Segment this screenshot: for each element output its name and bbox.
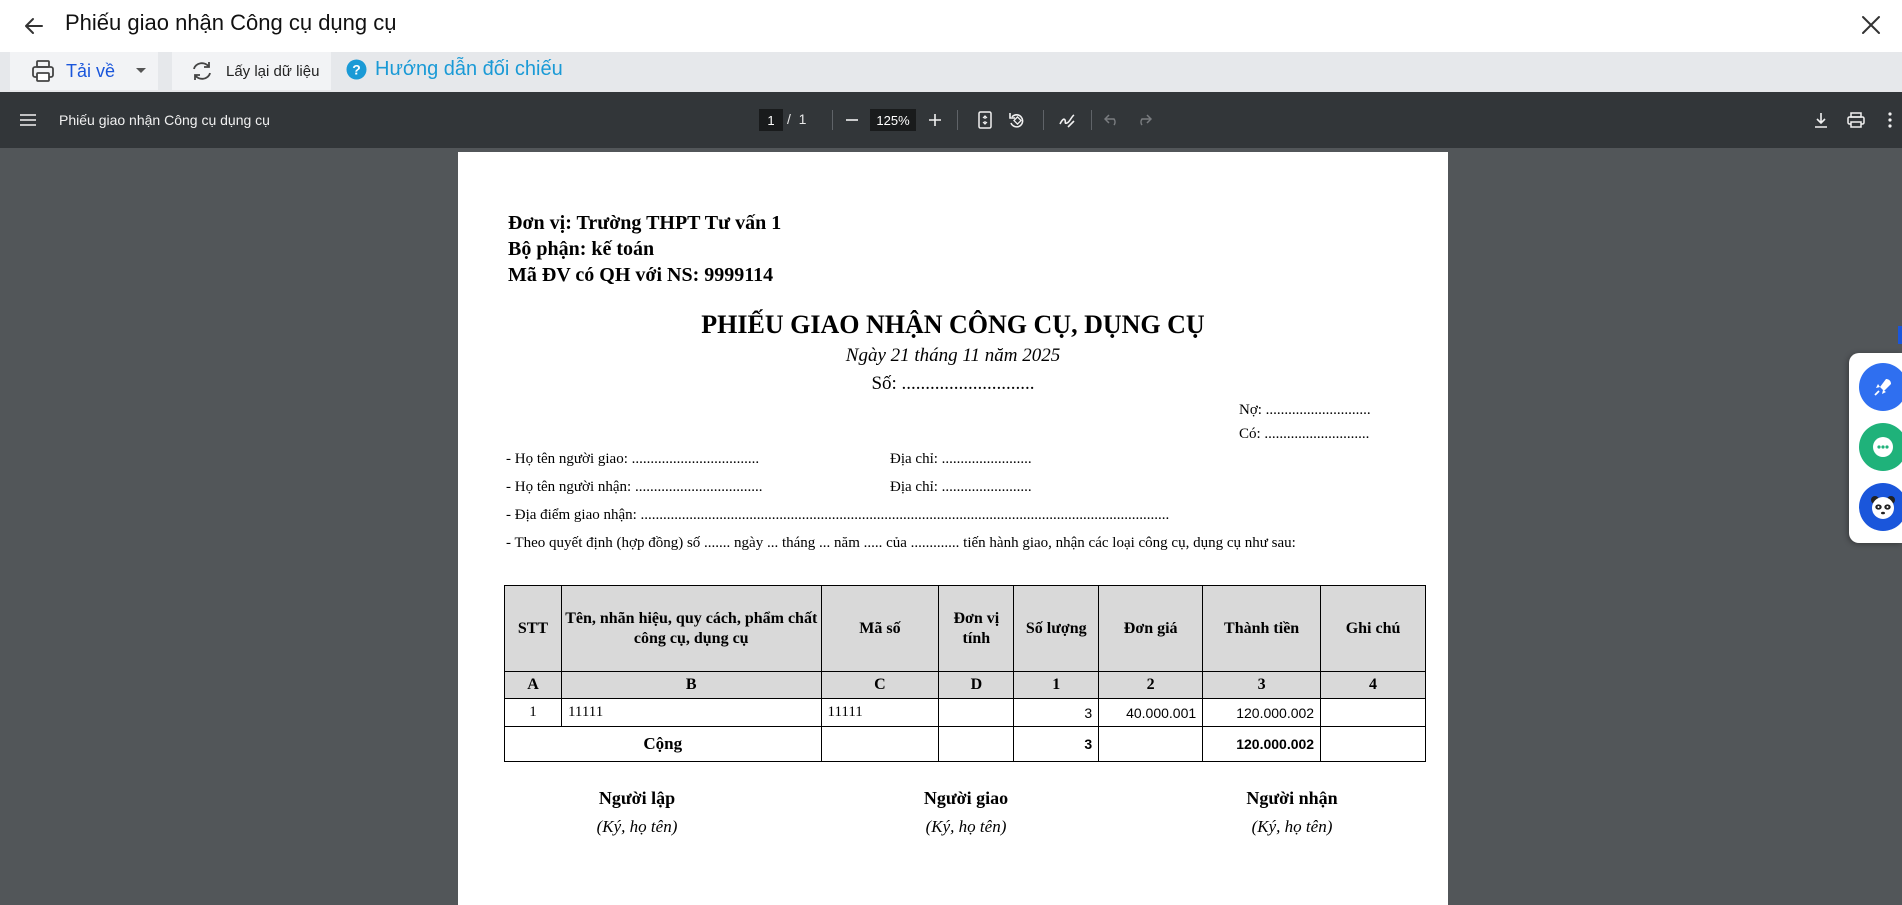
- unit-line: Đơn vị: Trường THPT Tư vấn 1: [508, 212, 782, 234]
- signature-receiver: [1162, 788, 1422, 837]
- page-count: [787, 111, 806, 127]
- signature-preparer: [507, 788, 767, 837]
- total-pages: 1: [798, 111, 807, 127]
- action-toolbar: [0, 52, 1902, 92]
- column-header: STT: [505, 586, 562, 672]
- rotate-button[interactable]: [1006, 109, 1028, 131]
- close-button[interactable]: [1856, 10, 1886, 40]
- table-row: [505, 699, 1426, 727]
- column-header: Đơn giá: [1099, 586, 1203, 672]
- svg-text:?: ?: [352, 61, 361, 78]
- chat-support-button[interactable]: [1859, 423, 1902, 471]
- row-stt: 1: [505, 699, 562, 727]
- comparison-guide-link[interactable]: [346, 58, 563, 81]
- signature-hint: (Ký, họ tên): [1251, 817, 1333, 836]
- print-icon: [1847, 112, 1865, 128]
- receiver-name: - Họ tên người nhận: ..................................: [506, 479, 763, 495]
- giver-address: Địa chỉ: ........................: [890, 451, 1032, 467]
- zoom-out-button[interactable]: [842, 110, 862, 130]
- plus-icon: [929, 114, 941, 126]
- giver-name: - Họ tên người giao: ..................................: [506, 451, 760, 467]
- back-button[interactable]: [20, 12, 48, 40]
- download-icon: [1814, 112, 1828, 128]
- column-letter: A: [505, 672, 562, 699]
- redo-button[interactable]: [1134, 110, 1154, 130]
- document-date: Ngày 21 tháng 11 năm 2025: [845, 345, 1061, 366]
- undo-button[interactable]: [1102, 110, 1122, 130]
- total-label: Cộng: [505, 727, 822, 762]
- question-circle-icon: [346, 59, 367, 80]
- toolbar-divider: [957, 110, 958, 130]
- zoom-in-button[interactable]: [925, 110, 945, 130]
- close-icon: [1860, 14, 1882, 36]
- column-letter: 4: [1321, 672, 1426, 699]
- row-amount: 120.000.002: [1203, 699, 1321, 727]
- reload-label: Lấy lại dữ liệu: [226, 62, 320, 80]
- window-titlebar: [0, 0, 1902, 52]
- column-header: Thành tiền: [1203, 586, 1321, 672]
- rocket-icon: [1872, 376, 1894, 398]
- pdf-page: [458, 152, 1448, 905]
- reload-data-button[interactable]: [172, 52, 331, 90]
- table-header-row: [505, 586, 1426, 672]
- redo-icon: [1136, 114, 1152, 126]
- table-letter-row: [505, 672, 1426, 699]
- rotate-icon: [1008, 111, 1026, 129]
- column-letter: 3: [1203, 672, 1321, 699]
- signature-role: Người giao: [923, 788, 1009, 808]
- column-letter: 1: [1014, 672, 1099, 699]
- printer-icon: [30, 58, 56, 84]
- signature-hint: (Ký, họ tên): [596, 817, 678, 836]
- toolbar-divider: [832, 110, 833, 130]
- pdf-document-name: Phiếu giao nhận Công cụ dụng cụ: [59, 112, 270, 128]
- handover-location: - Địa điểm giao nhận: .............................................................................................................................................: [506, 507, 1170, 523]
- chat-bubble-icon: [1870, 434, 1896, 460]
- pen-annotate-icon: [1058, 111, 1076, 129]
- download-button[interactable]: [10, 52, 158, 90]
- download-label: Tải về: [66, 60, 116, 81]
- hamburger-menu-icon: [20, 114, 36, 126]
- fit-to-page-icon: [978, 111, 992, 129]
- zoom-level-input[interactable]: 125%: [870, 109, 916, 131]
- more-options-button[interactable]: [1884, 110, 1896, 130]
- guide-label: Hướng dẫn đối chiếu: [375, 58, 563, 80]
- credit-account: Có: ............................: [1239, 426, 1370, 442]
- arrow-left-icon: [22, 14, 46, 38]
- row-quantity: 3: [1014, 699, 1099, 727]
- row-code: 11111: [821, 699, 939, 727]
- pdf-toolbar: [0, 92, 1902, 148]
- pdf-viewer-area[interactable]: [0, 148, 1902, 905]
- row-unit: [939, 699, 1014, 727]
- pdf-print-button[interactable]: [1846, 110, 1866, 130]
- toolbar-divider: [1091, 110, 1092, 130]
- kebab-menu-icon: [1888, 112, 1892, 128]
- panda-mascot-icon: [1868, 492, 1898, 522]
- signature-role: Người nhận: [1246, 788, 1338, 808]
- signature-hint: (Ký, họ tên): [925, 817, 1007, 836]
- floating-widget-panel: [1849, 353, 1902, 543]
- department-line: Bộ phận: kế toán: [508, 238, 655, 260]
- fit-page-button[interactable]: [974, 109, 996, 131]
- toolbar-divider: [1043, 110, 1044, 130]
- column-letter: D: [939, 672, 1014, 699]
- side-panel-tab[interactable]: [1898, 326, 1902, 344]
- window-title: Phiếu giao nhận Công cụ dụng cụ: [65, 10, 397, 35]
- column-header: Đơn vị tính: [939, 586, 1014, 672]
- annotate-button[interactable]: [1056, 109, 1078, 131]
- page-number-input[interactable]: 1: [759, 109, 783, 131]
- column-letter: 2: [1099, 672, 1203, 699]
- column-header: Số lượng: [1014, 586, 1099, 672]
- quick-action-button[interactable]: [1859, 363, 1902, 411]
- items-table: [504, 585, 1426, 762]
- receiver-address: Địa chỉ: ........................: [890, 479, 1032, 495]
- document-title: PHIẾU GIAO NHẬN CÔNG CỤ, DỤNG CỤ: [701, 310, 1205, 339]
- total-empty-cell: [939, 727, 1014, 762]
- table-total-row: [505, 727, 1426, 762]
- debit-account: Nợ: ............................: [1239, 402, 1371, 418]
- total-quantity: 3: [1014, 727, 1099, 762]
- pdf-download-button[interactable]: [1811, 110, 1831, 130]
- document-number: Số: ............................: [871, 373, 1035, 394]
- caret-down-icon[interactable]: [135, 67, 147, 75]
- row-name: 11111: [561, 699, 821, 727]
- signature-role: Người lập: [598, 788, 676, 808]
- budget-code-line: Mã ĐV có QH với NS: 9999114: [508, 264, 774, 286]
- column-header: Tên, nhãn hiệu, quy cách, phẩm chất công cụ, dụng cụ: [561, 586, 821, 672]
- assistant-mascot-button[interactable]: [1859, 483, 1902, 531]
- total-amount: 120.000.002: [1203, 727, 1321, 762]
- undo-icon: [1104, 114, 1120, 126]
- minus-icon: [846, 119, 858, 121]
- total-empty-cell: [1099, 727, 1203, 762]
- row-price: 40.000.001: [1099, 699, 1203, 727]
- decision-line: - Theo quyết định (hợp đồng) số ....... ngày ... tháng ... năm ..... của ............. tiến hành giao, nhận các loại công cụ, dụng cụ như sau:: [506, 535, 1296, 551]
- column-header: Mã số: [821, 586, 939, 672]
- page-separator: /: [787, 111, 791, 127]
- refresh-icon: [190, 60, 214, 82]
- total-empty-cell: [1321, 727, 1426, 762]
- row-note: [1321, 699, 1426, 727]
- sidebar-menu-button[interactable]: [18, 110, 38, 130]
- total-empty-cell: [821, 727, 939, 762]
- column-letter: B: [561, 672, 821, 699]
- signature-giver: [836, 788, 1096, 837]
- column-letter: C: [821, 672, 939, 699]
- column-header: Ghi chú: [1321, 586, 1426, 672]
